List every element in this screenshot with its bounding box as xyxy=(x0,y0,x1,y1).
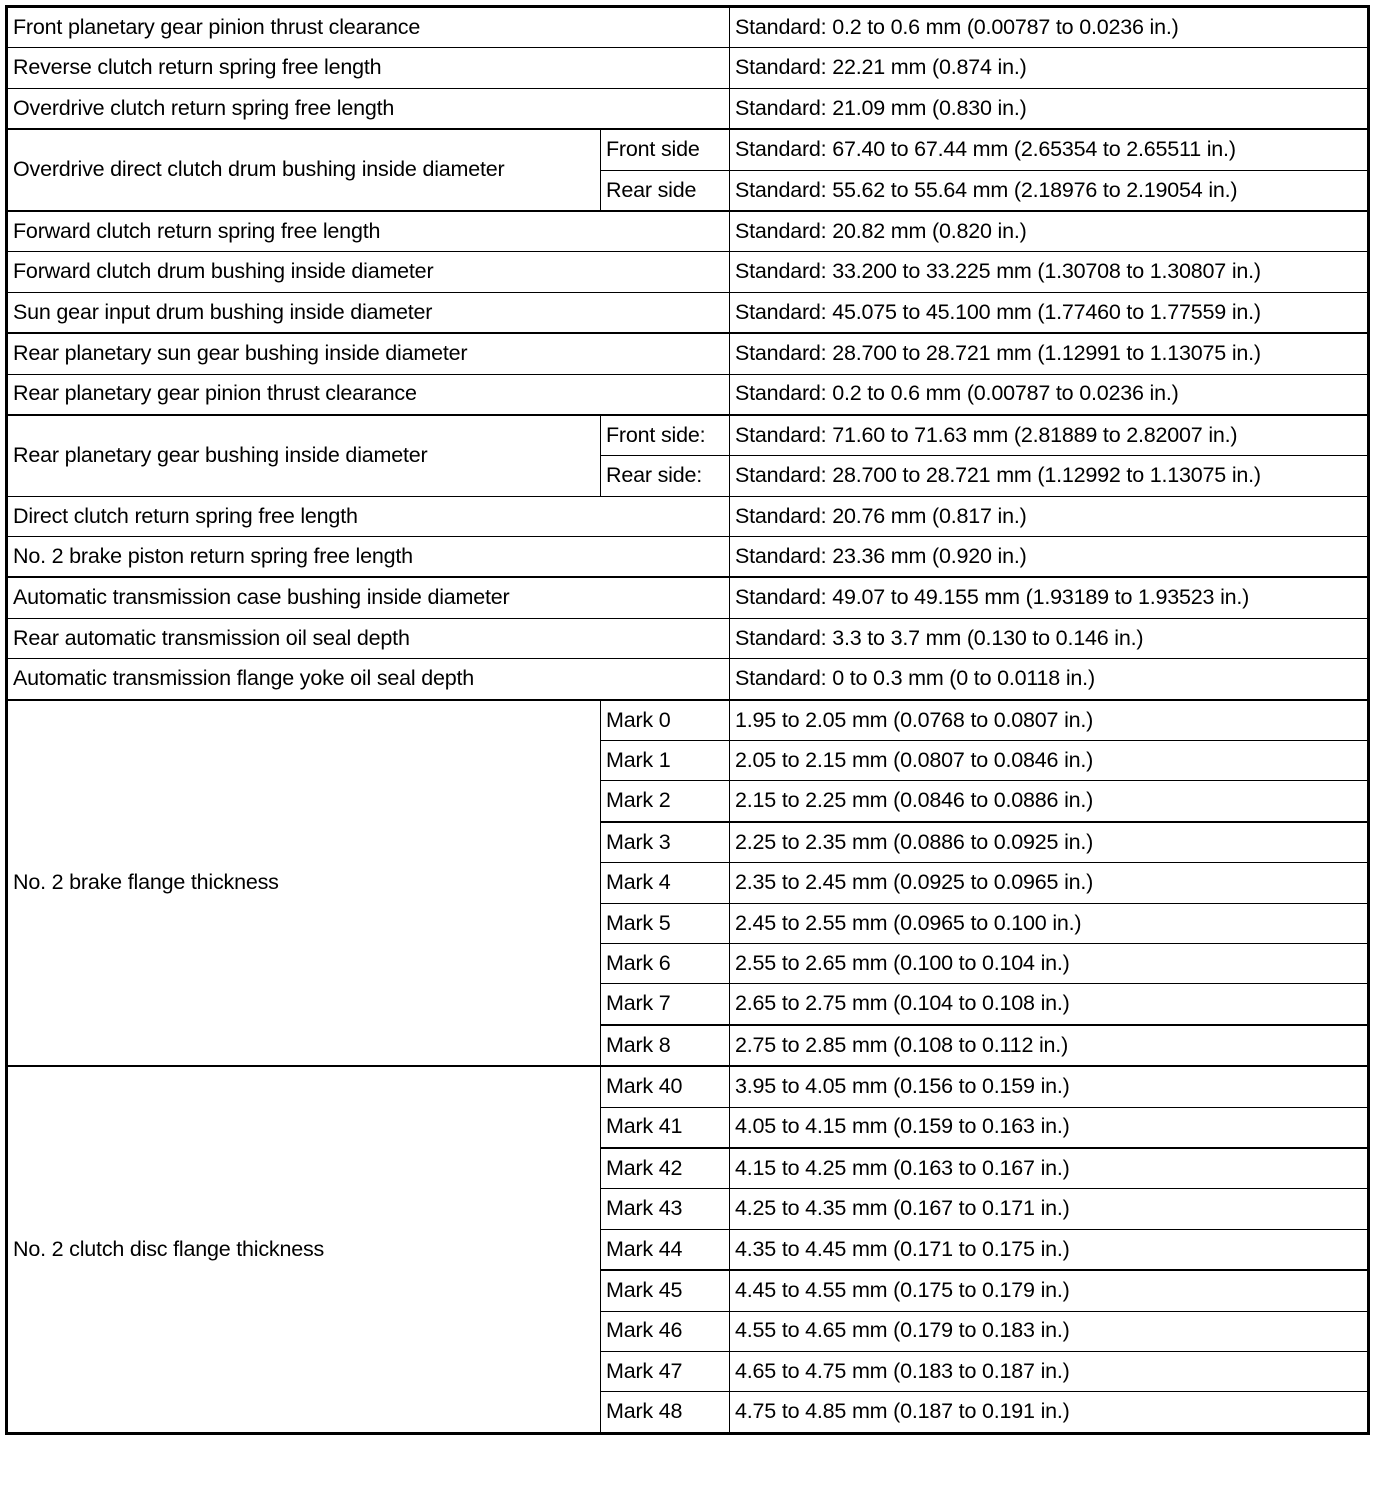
sub-label-cell: Front side: xyxy=(601,415,730,456)
value-cell: Standard: 67.40 to 67.44 mm (2.65354 to 2.65511 in.) xyxy=(730,129,1369,170)
value-cell: 4.15 to 4.25 mm (0.163 to 0.167 in.) xyxy=(730,1148,1369,1189)
sub-label-cell: Mark 43 xyxy=(601,1189,730,1229)
value-cell: Standard: 21.09 mm (0.830 in.) xyxy=(730,88,1369,129)
item-cell: Sun gear input drum bushing inside diameter xyxy=(7,292,730,333)
item-cell: Forward clutch drum bushing inside diameter xyxy=(7,252,730,292)
table-row xyxy=(7,700,1369,741)
specification-table-body xyxy=(7,7,1369,1434)
value-cell: 4.65 to 4.75 mm (0.183 to 0.187 in.) xyxy=(730,1351,1369,1391)
value-cell: 2.55 to 2.65 mm (0.100 to 0.104 in.) xyxy=(730,943,1369,983)
value-cell: 4.55 to 4.65 mm (0.179 to 0.183 in.) xyxy=(730,1311,1369,1351)
value-cell: 1.95 to 2.05 mm (0.0768 to 0.0807 in.) xyxy=(730,700,1369,741)
value-cell: 4.05 to 4.15 mm (0.159 to 0.163 in.) xyxy=(730,1107,1369,1148)
item-cell: Rear planetary gear bushing inside diameter xyxy=(7,415,601,496)
value-cell: Standard: 71.60 to 71.63 mm (2.81889 to 2.82007 in.) xyxy=(730,415,1369,456)
item-cell: Overdrive clutch return spring free length xyxy=(7,88,730,129)
sub-label-cell: Front side xyxy=(601,129,730,170)
value-cell: Standard: 23.36 mm (0.920 in.) xyxy=(730,537,1369,578)
sub-label-cell: Mark 8 xyxy=(601,1025,730,1066)
sub-label-cell: Mark 6 xyxy=(601,943,730,983)
item-cell: Direct clutch return spring free length xyxy=(7,496,730,536)
specification-table xyxy=(5,5,1370,1435)
value-cell: Standard: 55.62 to 55.64 mm (2.18976 to 2.19054 in.) xyxy=(730,170,1369,211)
sub-label-cell: Mark 47 xyxy=(601,1351,730,1391)
table-row xyxy=(7,496,1369,536)
sub-label-cell: Rear side: xyxy=(601,456,730,496)
item-cell: Reverse clutch return spring free length xyxy=(7,48,730,88)
item-cell: Rear automatic transmission oil seal depth xyxy=(7,618,730,658)
table-row xyxy=(7,292,1369,333)
table-row xyxy=(7,415,1369,456)
table-row xyxy=(7,252,1369,292)
value-cell: 2.75 to 2.85 mm (0.108 to 0.112 in.) xyxy=(730,1025,1369,1066)
value-cell: 3.95 to 4.05 mm (0.156 to 0.159 in.) xyxy=(730,1066,1369,1107)
value-cell: Standard: 20.82 mm (0.820 in.) xyxy=(730,211,1369,252)
table-row xyxy=(7,1066,1369,1107)
sub-label-cell: Mark 0 xyxy=(601,700,730,741)
sub-label-cell: Mark 4 xyxy=(601,863,730,903)
value-cell: Standard: 0 to 0.3 mm (0 to 0.0118 in.) xyxy=(730,659,1369,700)
value-cell: 4.25 to 4.35 mm (0.167 to 0.171 in.) xyxy=(730,1189,1369,1229)
value-cell: 2.15 to 2.25 mm (0.0846 to 0.0886 in.) xyxy=(730,781,1369,822)
item-cell: Overdrive direct clutch drum bushing inside diameter xyxy=(7,129,601,211)
table-row xyxy=(7,577,1369,618)
item-cell: Automatic transmission case bushing inside diameter xyxy=(7,577,730,618)
value-cell: 2.05 to 2.15 mm (0.0807 to 0.0846 in.) xyxy=(730,741,1369,781)
value-cell: 4.45 to 4.55 mm (0.175 to 0.179 in.) xyxy=(730,1270,1369,1311)
value-cell: Standard: 3.3 to 3.7 mm (0.130 to 0.146 in.) xyxy=(730,618,1369,658)
value-cell: Standard: 0.2 to 0.6 mm (0.00787 to 0.0236 in.) xyxy=(730,374,1369,415)
value-cell: Standard: 20.76 mm (0.817 in.) xyxy=(730,496,1369,536)
table-row xyxy=(7,374,1369,415)
item-cell: Rear planetary gear pinion thrust clearance xyxy=(7,374,730,415)
item-cell: No. 2 brake flange thickness xyxy=(7,700,601,1067)
value-cell: Standard: 28.700 to 28.721 mm (1.12992 to 1.13075 in.) xyxy=(730,456,1369,496)
sub-label-cell: Mark 46 xyxy=(601,1311,730,1351)
value-cell: Standard: 49.07 to 49.155 mm (1.93189 to 1.93523 in.) xyxy=(730,577,1369,618)
table-row xyxy=(7,211,1369,252)
sub-label-cell: Mark 3 xyxy=(601,822,730,863)
value-cell: Standard: 45.075 to 45.100 mm (1.77460 to 1.77559 in.) xyxy=(730,292,1369,333)
sub-label-cell: Mark 41 xyxy=(601,1107,730,1148)
item-cell: No. 2 brake piston return spring free length xyxy=(7,537,730,578)
value-cell: Standard: 33.200 to 33.225 mm (1.30708 to 1.30807 in.) xyxy=(730,252,1369,292)
value-cell: 2.45 to 2.55 mm (0.0965 to 0.100 in.) xyxy=(730,903,1369,943)
sub-label-cell: Mark 7 xyxy=(601,984,730,1025)
item-cell: No. 2 clutch disc flange thickness xyxy=(7,1066,601,1433)
table-row xyxy=(7,659,1369,700)
table-row xyxy=(7,129,1369,170)
value-cell: Standard: 22.21 mm (0.874 in.) xyxy=(730,48,1369,88)
sub-label-cell: Mark 40 xyxy=(601,1066,730,1107)
table-row xyxy=(7,537,1369,578)
sub-label-cell: Mark 45 xyxy=(601,1270,730,1311)
value-cell: 2.25 to 2.35 mm (0.0886 to 0.0925 in.) xyxy=(730,822,1369,863)
table-row xyxy=(7,88,1369,129)
value-cell: Standard: 0.2 to 0.6 mm (0.00787 to 0.0236 in.) xyxy=(730,7,1369,48)
value-cell: 4.75 to 4.85 mm (0.187 to 0.191 in.) xyxy=(730,1392,1369,1433)
sub-label-cell: Mark 2 xyxy=(601,781,730,822)
sub-label-cell: Mark 1 xyxy=(601,741,730,781)
table-row xyxy=(7,333,1369,374)
sub-label-cell: Mark 5 xyxy=(601,903,730,943)
value-cell: 4.35 to 4.45 mm (0.171 to 0.175 in.) xyxy=(730,1229,1369,1270)
value-cell: 2.35 to 2.45 mm (0.0925 to 0.0965 in.) xyxy=(730,863,1369,903)
sub-label-cell: Mark 42 xyxy=(601,1148,730,1189)
value-cell: 2.65 to 2.75 mm (0.104 to 0.108 in.) xyxy=(730,984,1369,1025)
sub-label-cell: Rear side xyxy=(601,170,730,211)
item-cell: Front planetary gear pinion thrust clearance xyxy=(7,7,730,48)
item-cell: Automatic transmission flange yoke oil seal depth xyxy=(7,659,730,700)
table-row xyxy=(7,618,1369,658)
sub-label-cell: Mark 44 xyxy=(601,1229,730,1270)
sub-label-cell: Mark 48 xyxy=(601,1392,730,1433)
value-cell: Standard: 28.700 to 28.721 mm (1.12991 to 1.13075 in.) xyxy=(730,333,1369,374)
table-row xyxy=(7,7,1369,48)
item-cell: Forward clutch return spring free length xyxy=(7,211,730,252)
item-cell: Rear planetary sun gear bushing inside diameter xyxy=(7,333,730,374)
table-row xyxy=(7,48,1369,88)
